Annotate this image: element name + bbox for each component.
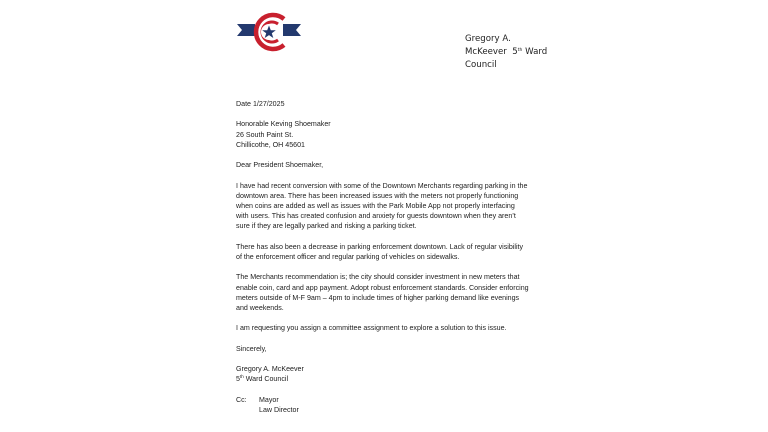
recipient-address	[236, 119, 529, 150]
city-seal-logo	[236, 11, 302, 53]
paragraph-1: I have had recent conversion with some of the Downtown Merchants regarding parking in the downtown area. There has been increased issues with the meters not properly functioning when coins are added as well as issues with the Park Mobile App not properly interfacing with users. This has created confusion and anxiety for guests downtown when they aren’t sure if they are legally parked and risking a parking ticket.	[236, 181, 528, 231]
banner-right-wing	[283, 24, 301, 36]
sender-title: McKeever 5th Ward	[465, 47, 548, 57]
letter-date: Date 1/27/2025	[236, 100, 285, 108]
paragraph-3: The Merchants recommendation is; the city should consider investment in new meters that enable coin, card and app payment. Adopt robust enforcement standards. Consider enforcing meters outside of M-F 9am – 4pm to include times of higher parking demand like evenings and weekends.	[236, 273, 529, 312]
closing: Sincerely,	[236, 344, 267, 353]
signature-block	[236, 364, 529, 384]
signature-name: Gregory A. McKeever	[236, 365, 304, 374]
paragraph-2: There has also been a decrease in parking enforcement downtown. Lack of regular visibility of the enforcement officer and regular parking of vehicles on sidewalks.	[236, 242, 524, 261]
paragraph-4: I am requesting you assign a committee assignment to explore a solution to this issue.	[236, 324, 507, 333]
cc-recipient: Mayor	[259, 395, 279, 404]
sender-block	[465, 33, 547, 72]
cc-block	[236, 395, 529, 415]
sender-name: Gregory A.	[465, 34, 511, 44]
recipient-city: Chillicothe, OH 45601	[236, 140, 306, 149]
salutation: Dear President Shoemaker,	[236, 161, 324, 170]
recipient-street: 26 South Paint St.	[236, 130, 294, 139]
sender-council: Council	[465, 60, 497, 70]
signature-ward: 5th Ward Council	[236, 374, 289, 384]
cc-label: Cc:	[236, 395, 247, 404]
letter-body	[236, 99, 529, 415]
cc-recipient: Law Director	[259, 405, 299, 414]
banner-left-wing	[237, 24, 255, 36]
cc-list	[259, 395, 299, 415]
recipient-name: Honorable Keving Shoemaker	[236, 120, 331, 129]
